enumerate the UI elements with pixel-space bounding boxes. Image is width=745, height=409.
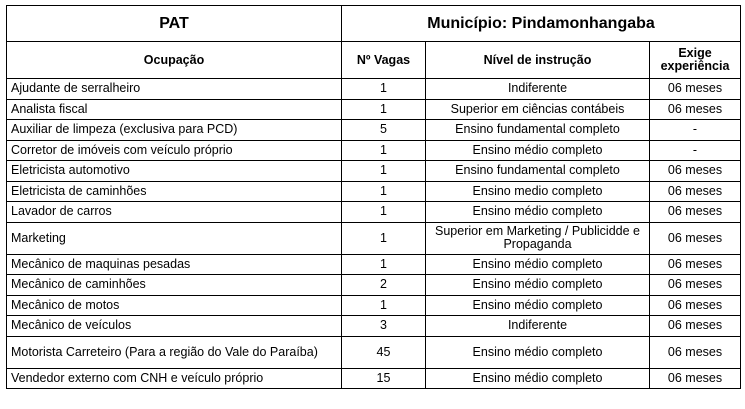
table-row — [7, 181, 741, 202]
cell-occupation: Corretor de imóveis com veículo próprio — [7, 140, 342, 161]
cell-experience: 06 meses — [650, 254, 741, 275]
cell-vacancies: 1 — [342, 79, 426, 100]
cell-vacancies: 15 — [342, 368, 426, 389]
cell-occupation: Ajudante de serralheiro — [7, 79, 342, 100]
cell-experience: - — [650, 120, 741, 141]
cell-education: Superior em ciências contábeis — [426, 99, 650, 120]
job-openings-table — [6, 5, 741, 389]
cell-vacancies: 1 — [342, 222, 426, 254]
cell-education: Ensino médio completo — [426, 295, 650, 316]
cell-education: Ensino médio completo — [426, 275, 650, 296]
cell-education: Ensino médio completo — [426, 202, 650, 223]
header-vacancies: Nº Vagas — [342, 42, 426, 79]
cell-education: Superior em Marketing / Publicidde e Propaganda — [426, 222, 650, 254]
table-row — [7, 79, 741, 100]
cell-education: Indiferente — [426, 79, 650, 100]
cell-occupation: Eletricista automotivo — [7, 161, 342, 182]
header-occupation: Ocupação — [7, 42, 342, 79]
cell-experience: 06 meses — [650, 222, 741, 254]
table-title-pat: PAT — [7, 6, 342, 42]
cell-vacancies: 5 — [342, 120, 426, 141]
cell-vacancies: 2 — [342, 275, 426, 296]
cell-vacancies: 1 — [342, 161, 426, 182]
cell-education: Ensino médio completo — [426, 254, 650, 275]
cell-occupation: Motorista Carreteiro (Para a região do Vale do Paraíba) — [7, 336, 342, 368]
cell-occupation: Marketing — [7, 222, 342, 254]
table-row — [7, 202, 741, 223]
title-row — [7, 6, 741, 42]
cell-experience: 06 meses — [650, 368, 741, 389]
cell-education: Ensino fundamental completo — [426, 161, 650, 182]
header-experience: Exige experiência — [650, 42, 741, 79]
cell-experience: - — [650, 140, 741, 161]
cell-occupation: Mecânico de motos — [7, 295, 342, 316]
table-row — [7, 254, 741, 275]
cell-experience: 06 meses — [650, 295, 741, 316]
cell-education: Ensino médio completo — [426, 368, 650, 389]
cell-education: Ensino médio completo — [426, 140, 650, 161]
cell-occupation: Vendedor externo com CNH e veículo próprio — [7, 368, 342, 389]
table-row — [7, 222, 741, 254]
cell-experience: 06 meses — [650, 202, 741, 223]
cell-vacancies: 45 — [342, 336, 426, 368]
cell-experience: 06 meses — [650, 336, 741, 368]
cell-vacancies: 1 — [342, 99, 426, 120]
cell-experience: 06 meses — [650, 99, 741, 120]
header-education: Nível de instrução — [426, 42, 650, 79]
cell-experience: 06 meses — [650, 316, 741, 337]
table-row — [7, 316, 741, 337]
cell-experience: 06 meses — [650, 275, 741, 296]
cell-vacancies: 1 — [342, 254, 426, 275]
table-row — [7, 99, 741, 120]
table-row — [7, 336, 741, 368]
cell-vacancies: 3 — [342, 316, 426, 337]
table-row — [7, 275, 741, 296]
cell-education: Ensino fundamental completo — [426, 120, 650, 141]
cell-vacancies: 1 — [342, 140, 426, 161]
table-title-municipality: Município: Pindamonhangaba — [342, 6, 741, 42]
cell-education: Indiferente — [426, 316, 650, 337]
cell-experience: 06 meses — [650, 181, 741, 202]
cell-occupation: Mecânico de caminhões — [7, 275, 342, 296]
cell-vacancies: 1 — [342, 202, 426, 223]
table-row — [7, 161, 741, 182]
table-row — [7, 368, 741, 389]
cell-vacancies: 1 — [342, 295, 426, 316]
cell-occupation: Mecânico de veículos — [7, 316, 342, 337]
cell-experience: 06 meses — [650, 79, 741, 100]
cell-vacancies: 1 — [342, 181, 426, 202]
cell-education: Ensino medio completo — [426, 181, 650, 202]
table-row — [7, 140, 741, 161]
cell-education: Ensino médio completo — [426, 336, 650, 368]
cell-occupation: Analista fiscal — [7, 99, 342, 120]
cell-experience: 06 meses — [650, 161, 741, 182]
table-row — [7, 295, 741, 316]
cell-occupation: Mecânico de maquinas pesadas — [7, 254, 342, 275]
header-row — [7, 42, 741, 79]
cell-occupation: Lavador de carros — [7, 202, 342, 223]
table-row — [7, 120, 741, 141]
cell-occupation: Eletricista de caminhões — [7, 181, 342, 202]
cell-occupation: Auxiliar de limpeza (exclusiva para PCD) — [7, 120, 342, 141]
